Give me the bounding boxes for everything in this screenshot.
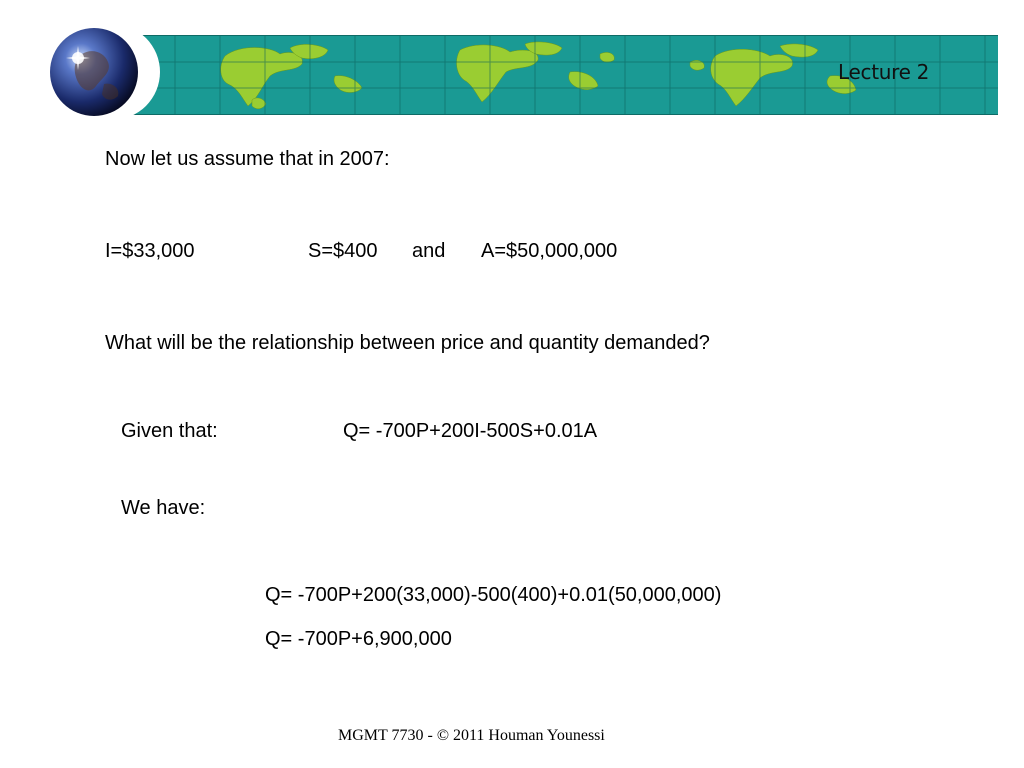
value-connector: and bbox=[412, 240, 446, 262]
value-income: I=$33,000 bbox=[105, 240, 195, 262]
globe-icon bbox=[42, 24, 160, 120]
map-land-group-1 bbox=[221, 44, 362, 108]
globe-logo-backdrop bbox=[42, 24, 160, 120]
we-have-label: We have: bbox=[121, 497, 206, 519]
substitution-equation: Q= -700P+200(33,000)-500(400)+0.01(50,000,000) bbox=[265, 584, 722, 606]
footer-copyright: MGMT 7730 - © 2011 Houman Younessi bbox=[338, 727, 605, 744]
result-equation: Q= -700P+6,900,000 bbox=[265, 628, 452, 650]
given-label: Given that: bbox=[121, 420, 218, 442]
given-equation: Q= -700P+200I-500S+0.01A bbox=[343, 420, 598, 442]
lecture-label: Lecture 2 bbox=[838, 60, 930, 84]
question-text: What will be the relationship between price and quantity demanded? bbox=[105, 332, 710, 354]
value-s: S=$400 bbox=[308, 240, 378, 262]
intro-text: Now let us assume that in 2007: bbox=[105, 148, 390, 170]
value-advertising: A=$50,000,000 bbox=[481, 240, 618, 262]
